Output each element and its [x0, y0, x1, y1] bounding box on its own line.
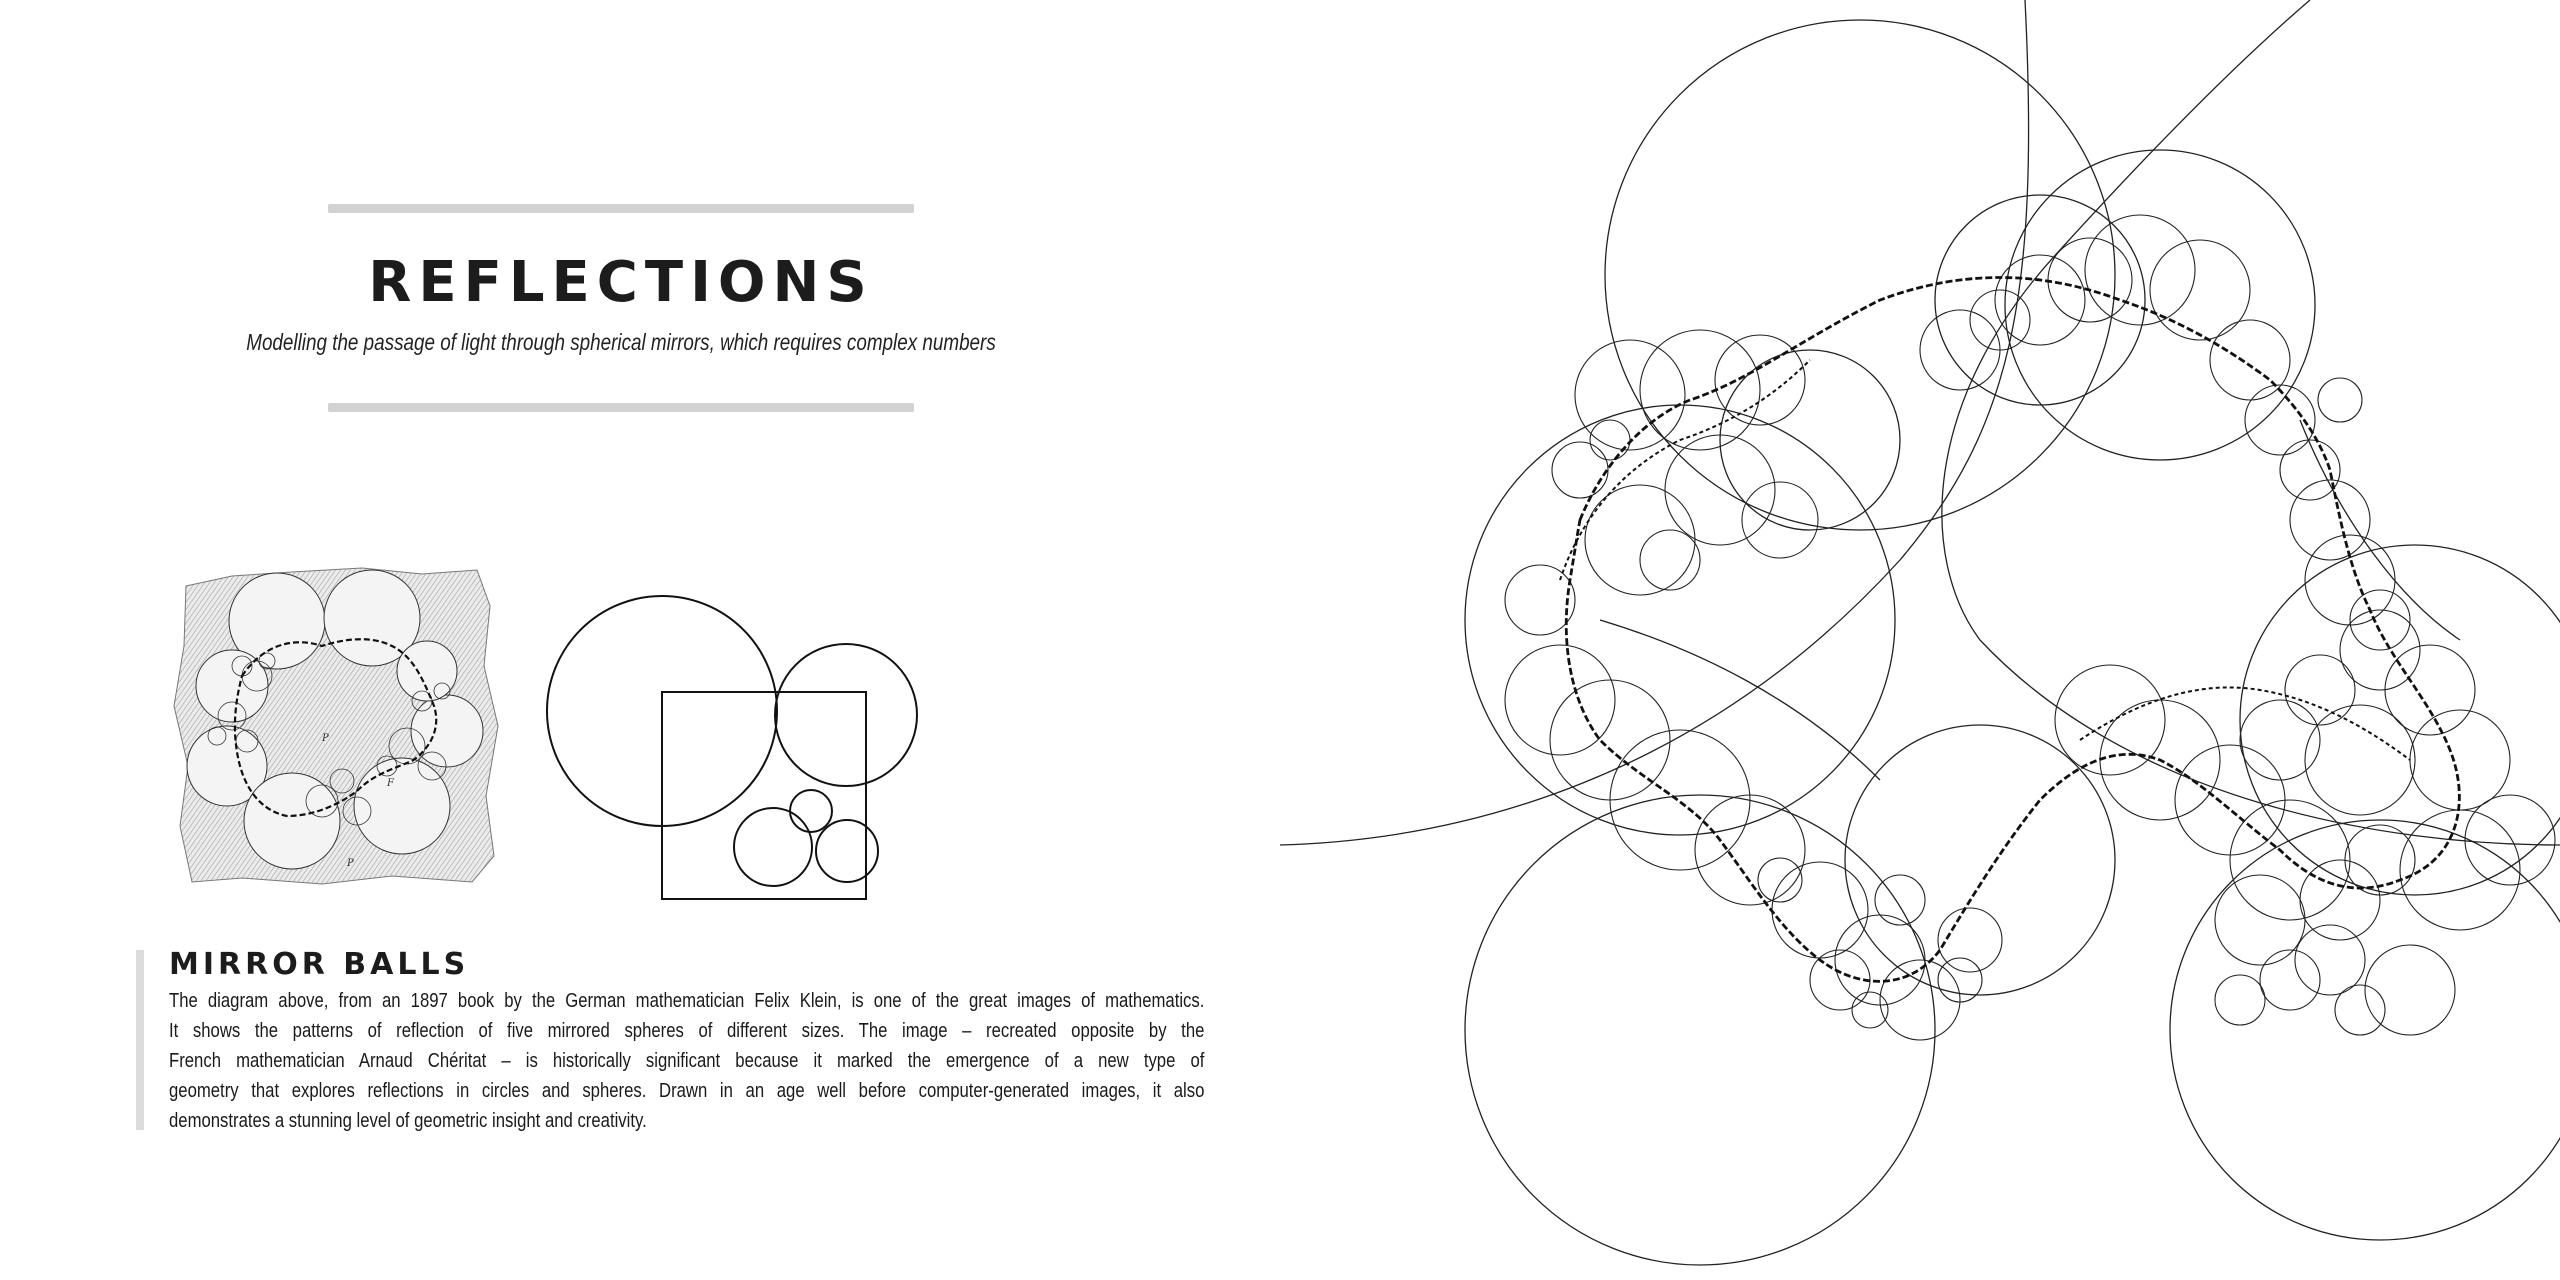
body-line: French mathematician Arnaud Chéritat – is historically significant because it marked the emergence of a new type of [169, 1050, 1205, 1072]
body-line: geometry that explores reflections in circles and spheres. Drawn in an age well before computer-generated images, it also [169, 1080, 1205, 1102]
five-spheres-diagram [540, 585, 930, 905]
svg-text:F: F [387, 778, 394, 789]
section-body [169, 986, 1204, 1136]
svg-text:P: P [322, 733, 329, 744]
page-subtitle: Modelling the passage of light through spherical mirrors, which requires complex numbers [246, 329, 996, 355]
header-bottom-rule [328, 403, 914, 412]
reflection-fractal-illustration [1280, 0, 2560, 1280]
body-line: The diagram above, from an 1897 book by the German mathematician Felix Klein, is one of the great images of mathematics. [169, 990, 1205, 1012]
section-title: MIRROR BALLS [169, 947, 470, 982]
page-title: REFLECTIONS [368, 250, 874, 315]
section-accent-bar [136, 950, 144, 1130]
right-page [1280, 0, 2560, 1280]
body-line: demonstrates a stunning level of geometric insight and creativity. [169, 1110, 647, 1132]
header-top-rule [328, 204, 914, 213]
klein-engraving-illustration [172, 566, 502, 886]
body-line: It shows the patterns of reflection of five mirrored spheres of different sizes. The image – recreated opposite by the [169, 1020, 1205, 1042]
svg-text:P: P [347, 858, 354, 869]
